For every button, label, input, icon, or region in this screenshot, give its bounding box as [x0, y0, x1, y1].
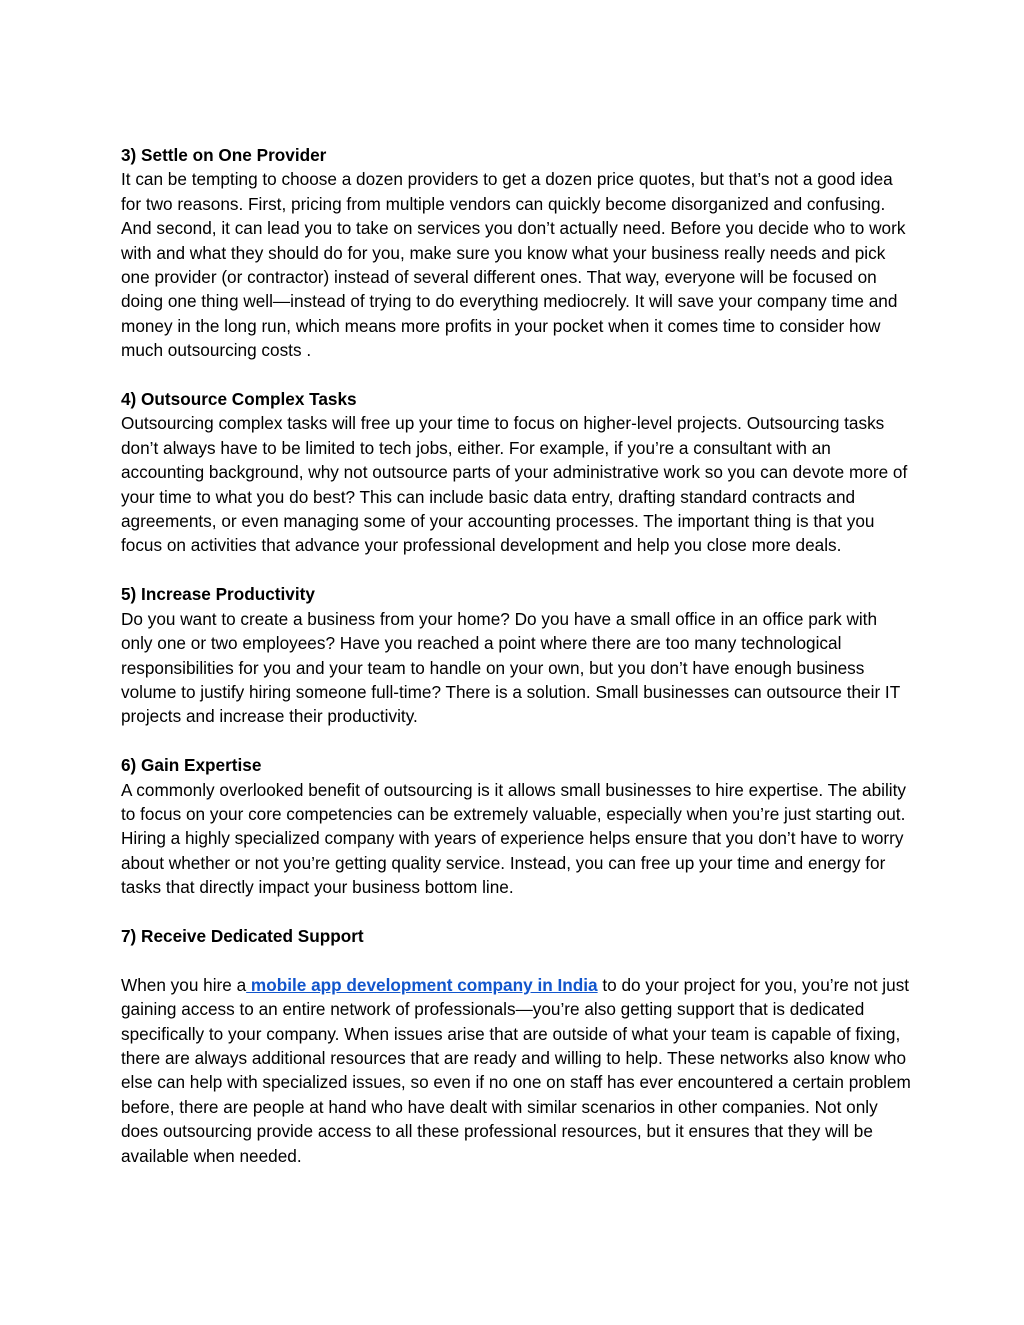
section-increase-productivity: [121, 582, 911, 728]
section-heading: 7) Receive Dedicated Support: [121, 925, 364, 946]
section-heading: 6) Gain Expertise: [121, 755, 262, 776]
section-gain-expertise: [121, 753, 911, 899]
section-heading: 4) Outsource Complex Tasks: [121, 389, 357, 410]
blank-line: [121, 948, 911, 972]
section-receive-dedicated-support: [121, 924, 911, 1168]
document-page: [121, 143, 911, 1192]
section-settle-on-one-provider: [121, 143, 911, 363]
body-text-after-link: to do your project for you, you’re not just gaining access to an entire network of professionals—you’re also getting support that is dedicated specifically to your company. When issues arise that are outside of what your team is capable of fixing, there are always additional resources that are ready and willing to help. These networks also know who else can help with specialized issues, so even if no one on staff has ever encountered a certain problem before, there are people at hand who have dealt with similar scenarios in other companies. Not only does outsourcing provide access to all these professional resources, but it ensures that they will be available when needed.: [121, 974, 911, 1166]
section-heading: 3) Settle on One Provider: [121, 145, 327, 165]
section-body: Do you want to create a business from your home? Do you have a small office in an office park with only one or two employees? Have you reached a point where there are too many technological responsibilities for you and your team to handle on your own, but you don’t have enough business volume to justify hiring someone full-time? There is a solution. Small businesses can outsource their IT projects and increase their productivity.: [121, 608, 900, 727]
mobile-app-development-link[interactable]: mobile app development company in India: [246, 974, 598, 995]
section-body: Outsourcing complex tasks will free up your time to focus on higher-level projects. Outsourcing tasks don’t always have to be limited to tech jobs, either. For example, if you’re a consultant with an accounting background, why not outsource parts of your administrative work so you can devote more of your time to what you do best? This can include basic data entry, drafting standard contracts and agreements, or even managing some of your accounting processes. The important thing is that you focus on activities that advance your professional development and help you close more deals.: [121, 413, 908, 556]
body-text-before-link: When you hire a: [121, 974, 247, 995]
section-heading: 5) Increase Productivity: [121, 584, 315, 605]
section-outsource-complex-tasks: [121, 387, 911, 558]
section-body: A commonly overlooked benefit of outsourcing is it allows small businesses to hire expertise. The ability to focus on your core competencies can be extremely valuable, especially when you’re just starting out. Hiring a highly specialized company with years of experience helps ensure that you don’t have to worry about whether or not you’re getting quality service. Instead, you can free up your time and energy for tasks that directly impact your business bottom line.: [121, 779, 906, 898]
section-body: It can be tempting to choose a dozen providers to get a dozen price quotes, but that’s not a good idea for two reasons. First, pricing from multiple vendors can quickly become disorganized and confusing. And second, it can lead you to take on services you don’t actually need. Before you decide who to work with and what they should do for you, make sure you know what your business really needs and pick one provider (or contractor) instead of several different ones. That way, everyone will be focused on doing one thing well—instead of trying to do everything mediocrely. It will save your company time and money in the long run, which means more profits in your pocket when it comes time to consider how much outsourcing costs .: [121, 169, 906, 361]
section-body: [121, 973, 911, 1168]
